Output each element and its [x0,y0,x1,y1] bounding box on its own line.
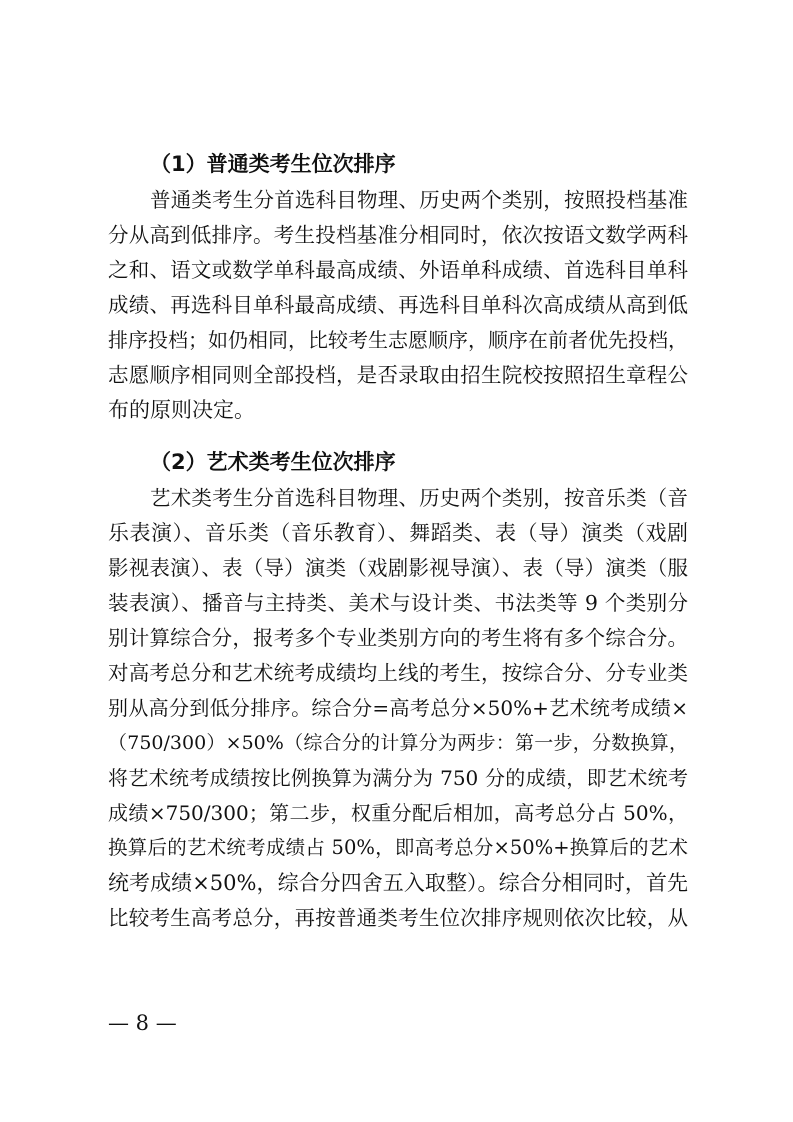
paragraph-line: 志愿顺序相同则全部投档，是否录取由招生院校按照招生章程公 [108,363,688,387]
paragraph-line: 乐表演）、音乐类（音乐教育）、舞蹈类、表（导）演类（戏剧 [108,521,688,545]
paragraph-line: 普通类考生分首选科目物理、历史两个类别，按照投档基准 [150,188,688,212]
paragraph-line: 分从高到低排序。考生投档基准分相同时，依次按语文数学两科 [108,223,688,247]
paragraph-line: 艺术类考生分首选科目物理、历史两个类别，按音乐类（音 [150,486,688,510]
paragraph-line: 排序投档；如仍相同，比较考生志愿顺序，顺序在前者优先投档， [108,328,688,352]
paragraph-line: （750/300）×50%（综合分的计算分为两步：第一步，分数换算， [108,732,688,754]
page-number: — 8 — [108,1011,177,1035]
paragraph-line: 成绩×750/300；第二步，权重分配后相加，高考总分占 50%， [108,801,688,825]
section-heading-general: （1）普通类考生位次排序 [150,152,396,176]
paragraph-line: 别从高分到低分排序。综合分=高考总分×50%+艺术统考成绩× [108,696,688,720]
paragraph-line: 对高考总分和艺术统考成绩均上线的考生，按综合分、分专业类 [108,661,688,685]
paragraph-line: 成绩、再选科目单科最高成绩、再选科目单科次高成绩从高到低 [108,293,688,317]
paragraph-line: 别计算综合分，报考多个专业类别方向的考生将有多个综合分。 [108,626,688,650]
paragraph-line: 统考成绩×50%，综合分四舍五入取整）。综合分相同时，首先 [108,871,688,895]
paragraph-line: 之和、语文或数学单科最高成绩、外语单科成绩、首选科目单科 [108,258,688,282]
paragraph-line: 换算后的艺术统考成绩占 50%，即高考总分×50%+换算后的艺术 [108,836,688,859]
section-heading-art: （2）艺术类考生位次排序 [150,450,396,474]
paragraph-line: 影视表演）、表（导）演类（戏剧影视导演）、表（导）演类（服 [108,556,688,580]
paragraph-line: 比较考生高考总分，再按普通类考生位次排序规则依次比较，从 [108,906,688,930]
paragraph-line: 将艺术统考成绩按比例换算为满分为 750 分的成绩，即艺术统考 [108,766,688,790]
paragraph-line: 布的原则决定。 [108,398,255,422]
paragraph-line: 装表演）、播音与主持类、美术与设计类、书法类等 9 个类别分 [108,591,688,615]
